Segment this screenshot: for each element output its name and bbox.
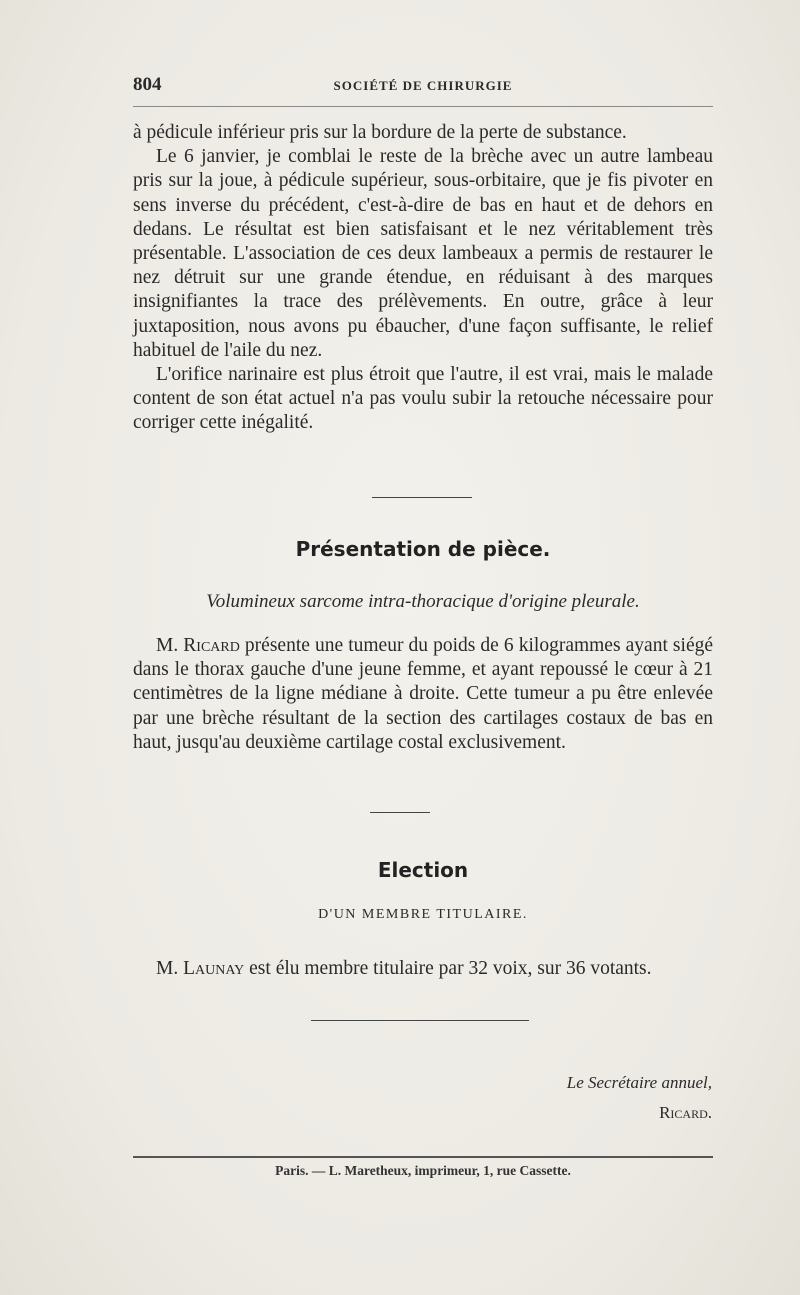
paragraph-2: Le 6 janvier, je comblai le reste de la brèche avec un autre lambeau pris sur la joue, à pédicule supérieur, sous-orbitaire, que je fis pivoter en sens inverse du précédent, c'est-à-dire de bas en haut et de dehors en dedans. Le résultat est bien satisfaisant et le nez véritablement très présentable. L'association de ces deux lambeaux a permis de restaurer le nez détruit sur une grande étendue, en réduisant à des marques insignifiantes la trace des prélèvements. En outre, grâce à leur juxtaposition, nous avons pu ébaucher, d'une façon suffisante, le relief habituel de l'aile du nez.	[133, 146, 713, 361]
election-title: Election	[377, 858, 469, 882]
printer-imprint: Paris. — L. Maretheux, imprimeur, 1, rue Cassette.	[275, 1163, 571, 1178]
page-number: 804	[133, 74, 162, 95]
presentation-body: présente une tumeur du poids de 6 kilogrammes ayant siégé dans le thorax gauche d'une jeune femme, et ayant repoussé le cœur à 21 centimètres de la ligne médiane à droite. Cette tumeur a pu être enlevée par une brèche résultant de la section des cartilages costaux de bas en haut, jusqu'au deuxième cartilage costal exclusivement.	[133, 635, 713, 753]
section-separator	[370, 812, 430, 813]
running-head	[133, 74, 713, 96]
presenter-name: M. Ricard	[156, 635, 240, 656]
running-title: SOCIÉTÉ DE CHIRURGIE	[333, 78, 513, 93]
section-separator	[372, 497, 472, 498]
presentation-text	[133, 634, 713, 755]
election-body: est élu membre titulaire par 32 voix, sur 36 votants.	[244, 958, 652, 979]
presentation-paragraph	[133, 634, 713, 755]
section-separator	[311, 1020, 529, 1021]
paragraph-3: L'orifice narinaire est plus étroit que l'autre, il est vrai, mais le malade content de son état actuel n'a pas voulu subir la retouche nécessaire pour corriger cette inégalité.	[133, 364, 713, 434]
election-paragraph	[133, 957, 713, 981]
election-subtitle: D'UN MEMBRE TITULAIRE.	[318, 907, 528, 922]
footer-rule	[133, 1156, 713, 1158]
header-rule	[133, 106, 713, 107]
signature-role: Le Secrétaire annuel,	[566, 1073, 712, 1092]
election-text	[133, 957, 713, 981]
signature-name: Ricard.	[659, 1103, 712, 1122]
presentation-subtitle: Volumineux sarcome intra-thoracique d'origine pleurale.	[206, 591, 640, 612]
paragraph-1: à pédicule inférieur pris sur la bordure de la perte de substance.	[133, 122, 627, 143]
continuation-text	[133, 121, 713, 436]
signature-block	[567, 1073, 712, 1123]
presentation-title: Présentation de pièce.	[295, 537, 551, 561]
elected-name: M. Launay	[156, 958, 245, 979]
